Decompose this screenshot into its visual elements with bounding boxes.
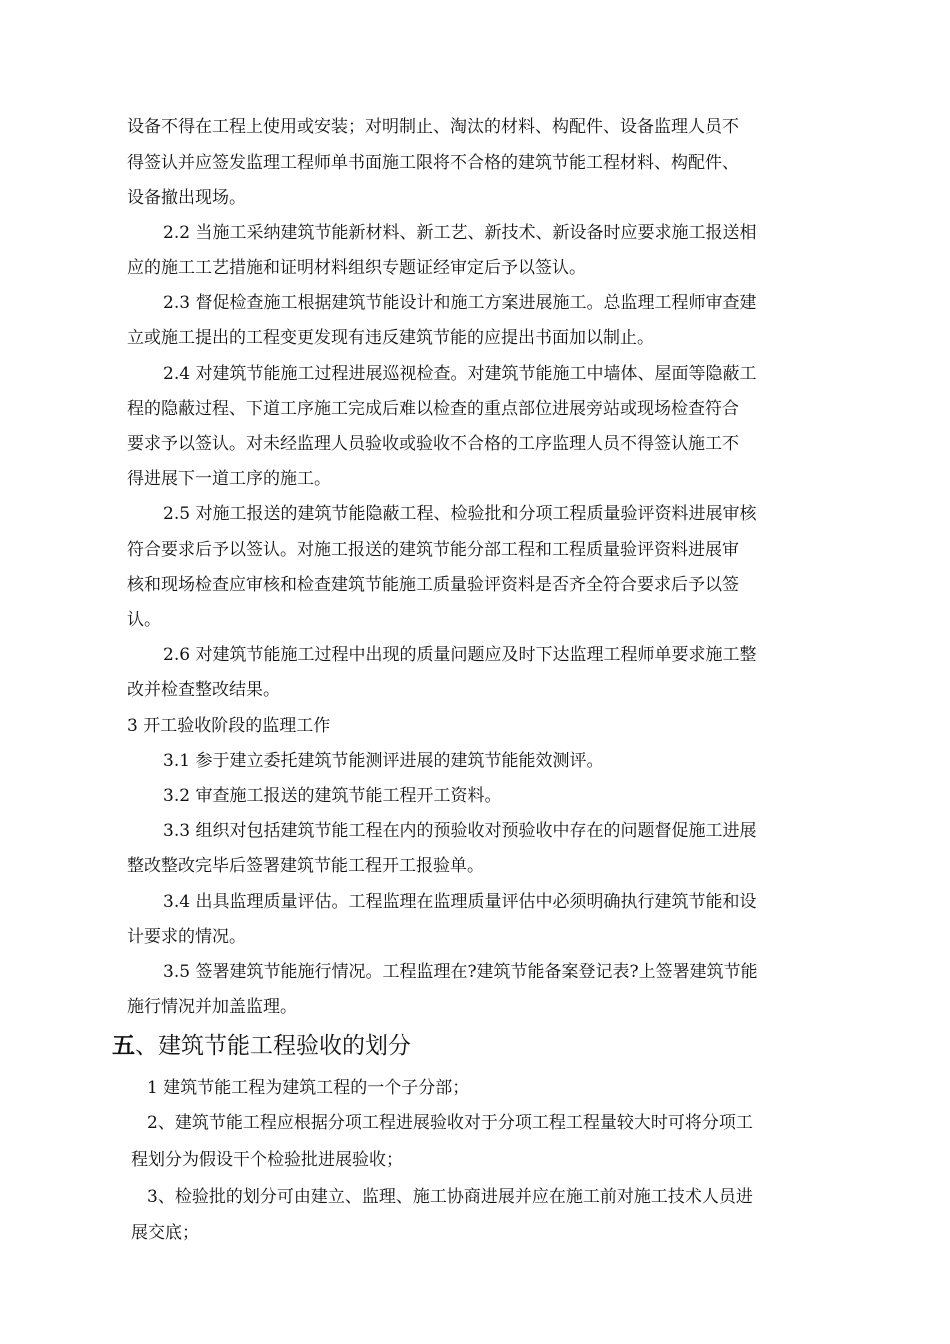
section-heading: 3 开工验收阶段的监理工作 — [127, 716, 331, 736]
text-line: 施行情况并加盖监理。 — [127, 997, 297, 1017]
text-line: 展交底； — [131, 1223, 199, 1243]
text-line: 改并检查整改结果。 — [127, 680, 280, 700]
text-line: 2.2 当施工采纳建筑节能新材料、新工艺、新技术、新设备时应要求施工报送相 — [163, 223, 757, 243]
text-line: 要求予以签认。对未经监理人员验收或验收不合格的工序监理人员不得签认施工不 — [127, 434, 739, 454]
text-line: 应的施工工艺措施和证明材料组织专题证经审定后予以签认。 — [127, 258, 586, 278]
text-line: 2.5 对施工报送的建筑节能隐蔽工程、检验批和分项工程质量验评资料进展审核 — [163, 504, 757, 524]
text-line: 核和现场检查应审核和检查建筑节能施工质量验评资料是否齐全符合要求后予以签 — [127, 575, 739, 595]
text-line: 整改整改完毕后签署建筑节能工程开工报验单。 — [127, 856, 484, 876]
text-line: 得进展下一道工序的施工。 — [127, 469, 331, 489]
text-line: 程的隐蔽过程、下道工序施工完成后难以检查的重点部位进展旁站或现场检查符合 — [127, 399, 739, 419]
text-line: 3.1 参于建立委托建筑节能测评进展的建筑节能能效测评。 — [163, 751, 604, 771]
chapter-number: 五 — [112, 1032, 135, 1059]
text-line: 立或施工提出的工程变更发现有违反建筑节能的应提出书面加以制止。 — [127, 328, 654, 348]
text-line: 设备不得在工程上使用或安装；对明制止、淘汰的材料、构配件、设备监理人员不 — [127, 117, 739, 137]
text-line: 设备撤出现场。 — [127, 188, 246, 208]
text-line: 3、检验批的划分可由建立、监理、施工协商进展并应在施工前对施工技术人员进 — [147, 1187, 753, 1207]
text-line: 得签认并应签发监理工程师单书面施工限将不合格的建筑节能工程材料、构配件、 — [127, 153, 739, 173]
text-line: 2.4 对建筑节能施工过程进展巡视检查。对建筑节能施工中墙体、屋面等隐蔽工 — [163, 364, 757, 384]
chapter-title: 、建筑节能工程验收的划分 — [135, 1033, 411, 1059]
text-line: 2、建筑节能工程应根据分项工程进展验收对于分项工程工程量较大时可将分项工 — [147, 1113, 753, 1133]
text-line: 2.6 对建筑节能施工过程中出现的质量问题应及时下达监理工程师单要求施工整 — [163, 645, 757, 665]
text-line: 3.3 组织对包括建筑节能工程在内的预验收对预验收中存在的问题督促施工进展 — [163, 821, 757, 841]
text-line: 符合要求后予以签认。对施工报送的建筑节能分部工程和工程质量验评资料进展审 — [127, 540, 739, 560]
text-line: 3.2 审查施工报送的建筑节能工程开工资料。 — [163, 786, 502, 806]
chapter-heading — [112, 1032, 411, 1060]
text-line: 2.3 督促检查施工根据建筑节能设计和施工方案进展施工。总监理工程师审查建 — [163, 293, 757, 313]
text-line: 程划分为假设干个检验批进展验收； — [131, 1150, 403, 1170]
text-line: 3.5 签署建筑节能施行情况。工程监理在?建筑节能备案登记表?上签署建筑节能 — [163, 962, 758, 982]
text-line: 计要求的情况。 — [127, 927, 246, 947]
text-line: 3.4 出具监理质量评估。工程监理在监理质量评估中必须明确执行建筑节能和设 — [163, 892, 757, 912]
text-line: 认。 — [127, 610, 161, 630]
text-line: 1 建筑节能工程为建筑工程的一个子分部； — [147, 1078, 470, 1098]
